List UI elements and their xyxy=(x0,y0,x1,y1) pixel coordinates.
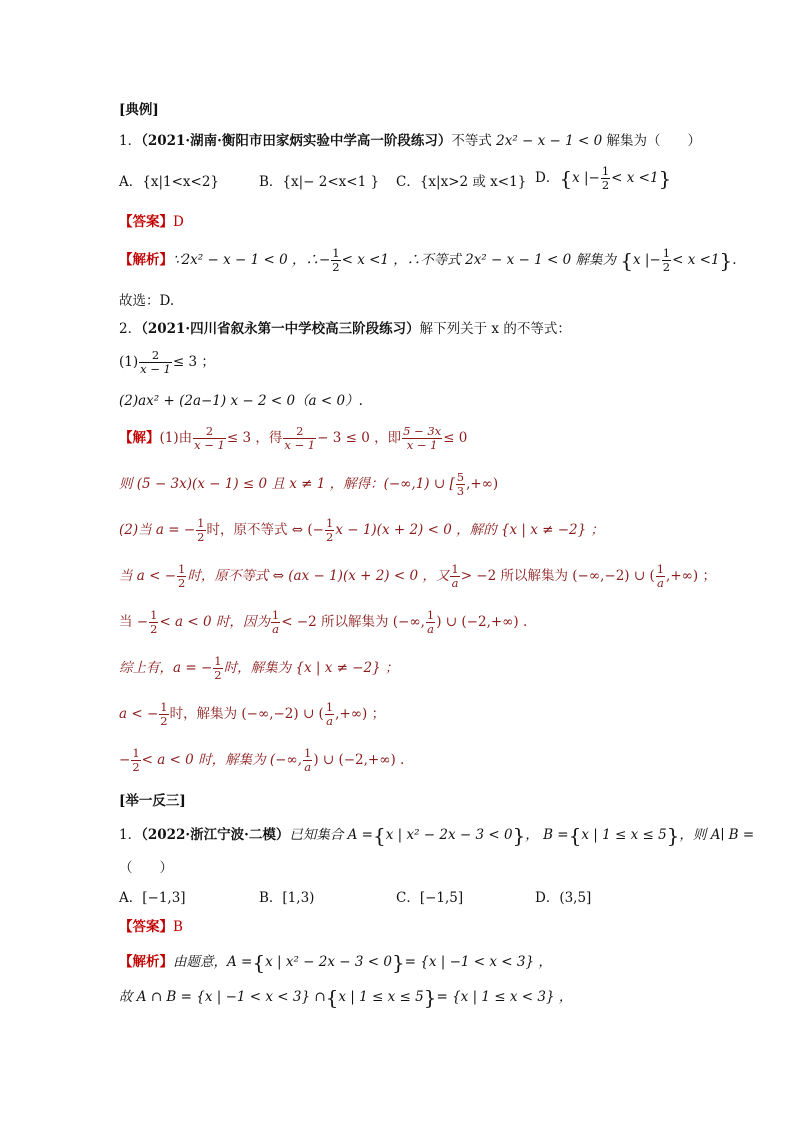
q1-option-b[interactable]: B．{x|− 2<x<1 } xyxy=(259,174,380,190)
q1-option-d[interactable]: D．{x |− $\frac{1}{2}$ < x <1} xyxy=(535,164,672,192)
p1-source: （2022·浙江宁波·二模） xyxy=(141,827,290,843)
q2-part2: (2)ax² + (2a−1) x − 2 < 0（a < 0）. xyxy=(119,393,363,409)
q1-answer: 【答案】D xyxy=(119,214,184,230)
q2-part1: (1) $\frac{2}{x - 1}$ ≤ 3 ； xyxy=(119,348,215,376)
q1-option-c[interactable]: C．{x|x>2 或 x<1} xyxy=(396,174,527,190)
q2-summary2: a < − $\frac{1}{2}$ 时，解集为 (−∞,−2) ∪ ( $\frac{1}{a}$ ,+∞) ； xyxy=(119,700,386,728)
q2-stem: 2．（2021·四川省叙永第一中学校高三阶段练习）解下列关于 x 的不等式： xyxy=(119,321,571,337)
q1-analysis: 【解析】∵2x² − x − 1 < 0 ，∴− $\frac{1}{2}$ < x <1 ，∴不等式 2x² − x − 1 < 0 解集为 {x |− $\frac{1}{2}$ < x <1}. xyxy=(119,246,737,274)
p1-option-a[interactable]: A．[−1,3] xyxy=(119,890,186,906)
q1-option-a[interactable]: A．{x|1<x<2} xyxy=(119,174,220,190)
q2-case3: 当 − $\frac{1}{2}$ < a < 0 时，因为 $\frac{1}{a}$ < −2 所以解集为 (−∞, $\frac{1}{a}$ ) ∪ (−2,+∞) . xyxy=(119,608,528,636)
p1-option-b[interactable]: B．[1,3) xyxy=(259,890,315,906)
q2-case2: 当 a < − $\frac{1}{2}$ 时，原不等式 ⇔ (ax − 1)(x + 2) < 0 ，又 $\frac{1}{a}$ > −2 所以解集为 (−∞,−2) ∪ ( $\frac{1}{a}$ ,+∞) ； xyxy=(119,562,716,590)
q2-summary1: 综上有，a = − $\frac{1}{2}$ 时，解集为 {x | x ≠ −2} ； xyxy=(119,654,399,682)
q1-options xyxy=(119,164,734,195)
q1-conclusion: 故选：D. xyxy=(119,293,175,309)
p1-option-d[interactable]: D．(3,5] xyxy=(535,890,592,906)
p1-answer: 【答案】B xyxy=(119,919,183,935)
q2-solution-step1: 【解】(1)由 $\frac{2}{x - 1}$ ≤ 3 ，得 $\frac{2}{x - 1}$ − 3 ≤ 0 ，即 $\frac{5 - 3x}{x - 1}$ ≤ 0 xyxy=(119,424,468,452)
q2-case1: (2)当 a = − $\frac{1}{2}$ 时，原不等式 ⇔ (− $\frac{1}{2}$ x − 1)(x + 2) < 0 ，解的 {x | x ≠ −2} ； xyxy=(119,516,604,544)
section-example-heading: [典例] xyxy=(119,102,159,118)
p1-options xyxy=(119,887,734,911)
p1-option-c[interactable]: C．[−1,5] xyxy=(396,890,464,906)
p1-stem-paren: （ ） xyxy=(119,860,173,876)
section-practice-heading: [举一反三] xyxy=(119,793,186,809)
q2-solution-step2: 则 (5 − 3x)(x − 1) ≤ 0 且 x ≠ 1 ，解得：(−∞,1) ∪ [ $\frac{5}{3}$ ,+∞) xyxy=(119,470,499,498)
q2-summary3: − $\frac{1}{2}$ < a < 0 时，解集为 (−∞, $\frac{1}{a}$ ) ∪ (−2,+∞) . xyxy=(119,746,405,774)
q1-stem: 1．（2021·湖南·衡阳市田家炳实验中学高一阶段练习）不等式 2x² − x − 1 < 0 解集为（ ） xyxy=(119,133,702,149)
q2-source: （2021·四川省叙永第一中学校高三阶段练习） xyxy=(141,321,420,337)
p1-final: 故 A ∩ B = {x | −1 < x < 3} ∩{x | 1 ≤ x ≤ 5}= {x | 1 ≤ x < 3} ， xyxy=(119,985,573,1010)
q1-source: （2021·湖南·衡阳市田家炳实验中学高一阶段练习） xyxy=(141,133,452,149)
p1-stem: 1．（2022·浙江宁波·二模）已知集合 A ={x | x² − 2x − 3 < 0}， B ={x | 1 ≤ x ≤ 5}，则 A∣ B = xyxy=(119,823,755,848)
p1-analysis: 【解析】由题意，A ={x | x² − 2x − 3 < 0}= {x | −1 < x < 3} ， xyxy=(119,950,552,975)
